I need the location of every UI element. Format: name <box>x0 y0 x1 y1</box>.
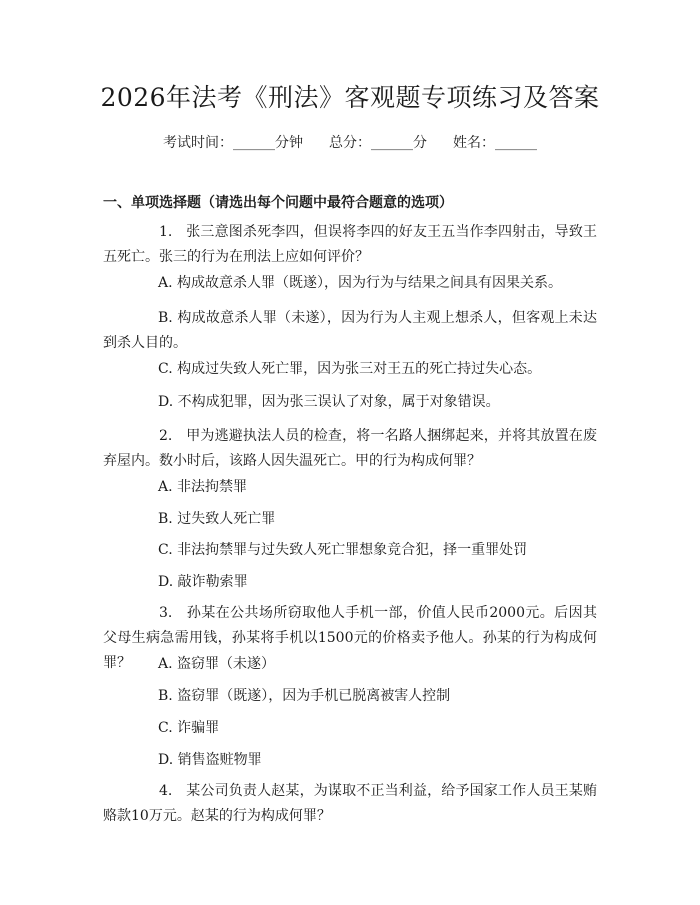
exam-meta <box>0 132 700 152</box>
question-text: 甲为逃避执法人员的检查，将一名路人捆绑起来，并将其放置在废弃屋内。数小时后，该路人因失温死亡。甲的行为构成何罪？ <box>103 428 598 469</box>
question-number: 1. <box>159 224 173 240</box>
question-text: 某公司负责人赵某，为谋取不正当利益，给予国家工作人员王某贿赂款10万元。赵某的行为构成何罪？ <box>103 783 598 824</box>
question-3-option-b: B. 盗窃罪（既遂），因为手机已脱离被害人控制 <box>158 688 451 704</box>
question-2-option-c: C. 非法拘禁罪与过失致人死亡罪想象竞合犯，择一重罪处罚 <box>158 542 528 558</box>
question-number: 4. <box>159 783 173 799</box>
question-3-option-d: D. 销售盗赃物罪 <box>158 752 262 768</box>
question-2-stem <box>103 424 597 474</box>
question-2-option-d: D. 敲诈勒索罪 <box>158 574 248 590</box>
question-text: 孙某在公共场所窃取他人手机一部，价值人民币2000元。后因其父母生病急需用钱，孙某将手机以1500元的价格卖予他人。孙某的行为构成何罪？ <box>103 605 597 671</box>
question-4-stem <box>103 779 597 829</box>
question-3-option-c: C. 诈骗罪 <box>158 720 220 736</box>
question-number: 2. <box>159 428 173 444</box>
exam-time-field: 考试时间：______分钟 <box>163 135 303 151</box>
question-1-option-a: A. 构成故意杀人罪（既遂），因为行为与结果之间具有因果关系。 <box>158 275 563 291</box>
question-1-option-c: C. 构成过失致人死亡罪，因为张三对王五的死亡持过失心态。 <box>158 361 542 377</box>
question-2-option-a: A. 非法拘禁罪 <box>158 479 248 495</box>
question-1-stem <box>103 220 597 270</box>
question-1-option-b: B. 构成故意杀人罪（未遂），因为行为人主观上想杀人，但客观上未达到杀人目的。 <box>103 310 597 351</box>
section-heading: 一、单项选择题（请选出每个问题中最符合题意的选项） <box>103 195 453 211</box>
question-number: 3. <box>159 605 173 621</box>
question-3-option-a: A. 盗窃罪（未遂） <box>158 656 276 672</box>
document-title: 2026年法考《刑法》客观题专项练习及答案 <box>100 83 600 112</box>
name-field: 姓名：______ <box>453 135 537 151</box>
question-1-option-d: D. 不构成犯罪，因为张三误认了对象，属于对象错误。 <box>158 394 500 410</box>
question-text: 张三意图杀死李四，但误将李四的好友王五当作李四射击，导致王五死亡。张三的行为在刑法上应如何评价？ <box>103 224 598 265</box>
question-2-option-b: B. 过失致人死亡罪 <box>158 511 276 527</box>
total-score-field: 总分：______分 <box>329 135 427 151</box>
